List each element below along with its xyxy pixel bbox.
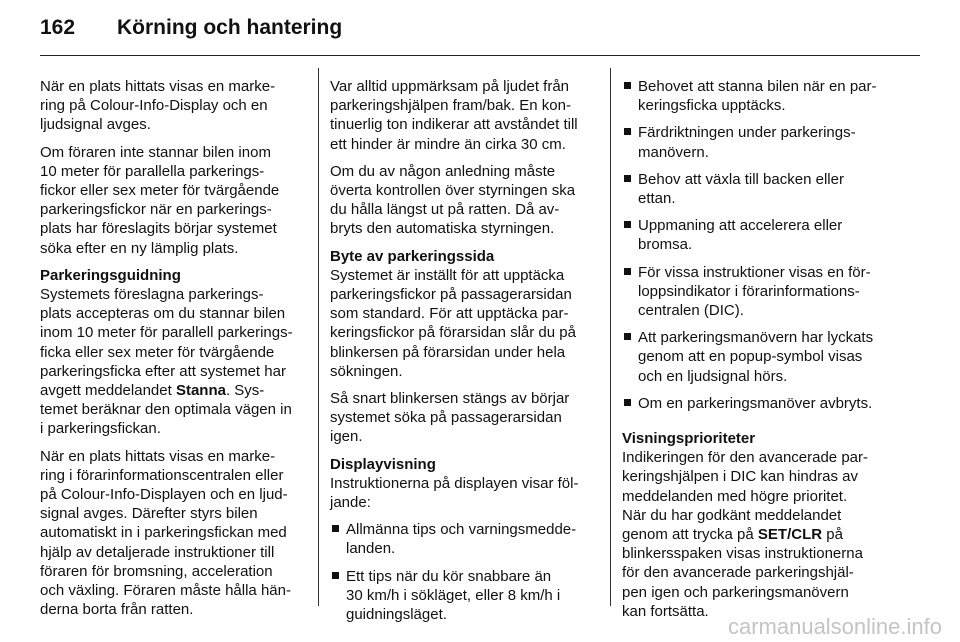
bullet-list [330,520,598,624]
section-byte-av-parkeringssida [330,247,598,381]
paragraph: Så snart blinkersen stängs av börjar systemet söka på passagerarsidan igen. [330,390,570,446]
column-right [622,77,890,629]
watermark: carmanualsonline.info [727,614,942,639]
paragraph: Om föraren inte stannar bilen inom 10 meter för parallella parkerings- fickor eller sex meter för tvärgående parkeringsfickor när en parkerings- plats har föreslagits börjar systemet söka efter en ny lämplig plats. [40,143,280,257]
list-item: Om en parkeringsmanöver avbryts. [622,394,890,413]
column-left [40,77,308,627]
emphasis-set-clr: SET/CLR [757,526,823,544]
page-header [40,16,342,46]
column-divider [318,68,319,606]
list-item: Behov att växla till backen eller ettan. [622,170,890,208]
list-item: Allmänna tips och varningsmedde- landen. [330,520,598,558]
list-item: Ett tips när du kör snabbare än 30 km/h i sökläget, eller 8 km/h i guidningsläget. [330,567,598,625]
list-item: För vissa instruktioner visas en för- loppsindikator i förarinformations- centralen (DIC). [622,263,890,321]
chapter-title: Körning och hantering [117,16,343,39]
paragraph: Instruktionerna på displayen visar föl- jande: [330,474,579,512]
paragraph: Om du av någon anledning måste överta kontrollen över styrningen ska du hålla längst ut på ratten. Då av- bryts den automatiska styrningen. [330,162,576,238]
text-run: på blinkersspaken visas instruktionerna för den avancerade parkeringshjäl- pen igen och parkeringsmanövern kan fortsätta. [622,526,863,620]
emphasis-stanna: Stanna [175,382,226,400]
column-divider [610,68,611,606]
section-parkeringsguidning [40,266,308,439]
paragraph: När en plats hittats visas en marke- ring på Colour-Info-Display och en ljudsignal avges. [40,78,276,134]
text-run: Systemets föreslagna parkerings- plats accepteras om du stannar bilen inom 10 meter för parallell parkerings- ficka eller sex meter för tvärgående parkeringsficka efter att systemet har avgett meddelandet [40,286,293,400]
text-run: Indikeringen för den avancerade par- keringshjälpen i DIC kan hindras av meddelanden med högre prioritet. När du har godkänt meddelandet genom att trycka på [622,449,868,544]
section-displayvisning [330,455,598,625]
paragraph [622,448,890,621]
paragraph: Systemet är inställt för att upptäcka parkeringsfickor på passagerarsidan som standard. För att upptäcka par- keringsfickor på förarsidan slår du på blinkersen på förarsidan under hela sökningen. [330,266,576,380]
paragraph [40,285,308,439]
section-heading: Parkeringsguidning [40,266,181,284]
list-item: Behovet att stanna bilen när en par- keringsficka upptäcks. [622,77,890,115]
list-item: Uppmaning att accelerera eller bromsa. [622,216,890,254]
bullet-list [622,77,890,413]
section-heading: Visningsprioriteter [622,430,756,448]
section-heading: Byte av parkeringssida [330,247,495,265]
paragraph: Var alltid uppmärksam på ljudet från parkeringshjälpen fram/bak. En kon- tinuerlig ton indikerar att avståndet till ett hinder är mindre än cirka 30 cm. [330,78,578,153]
page-number: 162 [40,16,76,39]
header-rule [40,55,920,56]
list-item: Färdriktningen under parkerings- manövern. [622,123,890,161]
column-middle [330,77,598,632]
section-visningsprioriteter [622,429,890,621]
list-item: Att parkeringsmanövern har lyckats genom att en popup-symbol visas och en ljudsignal hörs. [622,328,890,386]
text-run: . Sys- temet beräknar den optimala vägen in i parkeringsfickan. [40,382,292,438]
paragraph: När en plats hittats visas en marke- ring i förarinformationscentralen eller på Colour-Info-Displayen och en ljud- signal avges. Därefter styrs bilen automatiskt in i parkeringsfickan med hjälp av detaljerade instruktioner till föraren för bromsning, acceleration och växling. Föraren måste hålla hän- derna borta från ratten. [40,447,291,619]
section-heading: Displayvisning [330,455,436,473]
